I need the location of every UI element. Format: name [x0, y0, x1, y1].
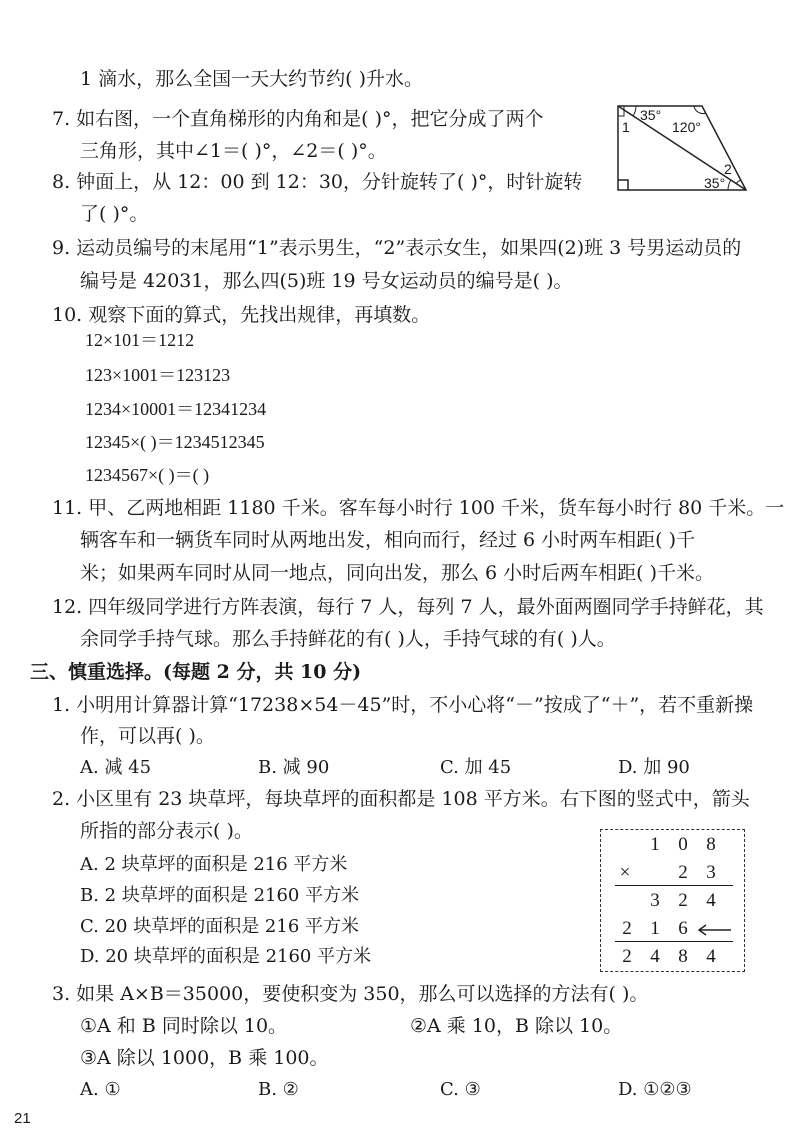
angle-bottom-label: 35° [704, 175, 726, 191]
angle-arc-bottom [728, 180, 731, 190]
rule-line-1 [615, 885, 733, 886]
s3-choice-b: B. ② [258, 1079, 299, 1100]
s3-option-1: ①A 和 B 同时除以 10。 [80, 1015, 288, 1037]
s2-option-c: C. 20 块草坪的面积是 216 平方米 [80, 916, 359, 937]
digit: 8 [706, 834, 716, 855]
q10-formula-4: 12345×( )＝1234512345 [85, 432, 265, 452]
digit: 2 [678, 862, 688, 883]
q10-formula-1: 12×101＝1212 [85, 330, 195, 350]
s2-line1: 2. 小区里有 23 块草坪，每块草坪的面积都是 108 平方米。右下图的竖式中，箭头 [52, 788, 750, 810]
digit: 3 [650, 890, 660, 911]
s3-choice-c: C. ③ [440, 1079, 481, 1100]
angle-arc-2 [736, 180, 741, 184]
right-trapezoid-figure [612, 100, 752, 200]
q10-title: 10. 观察下面的算式，先找出规律，再填数。 [52, 304, 431, 326]
q9-line1: 9. 运动员编号的末尾用“1”表示男生，“2”表示女生，如果四(2)班 3 号男运动员的 [52, 237, 742, 259]
digit: 2 [678, 890, 688, 911]
s1-option-d: D. 加 90 [618, 757, 690, 778]
q11-line1: 11. 甲、乙两地相距 1180 千米。客车每小时行 100 千米，货车每小时行 80 千米。一 [52, 497, 785, 519]
digit: 0 [678, 834, 688, 855]
digit: 1 [650, 918, 660, 939]
s3-option-3: ③A 除以 1000，B 乘 100。 [80, 1047, 329, 1069]
angle-top-label: 35° [640, 107, 662, 123]
arrow-icon [697, 924, 733, 936]
section-3-heading: 三、慎重选择。(每题 2 分，共 10 分) [30, 661, 362, 683]
angle-arc-top [633, 106, 636, 116]
q8-line1: 8. 钟面上，从 12：00 到 12：30，分针旋转了( )°，时针旋转 [52, 171, 583, 193]
angle-mid-label: 120° [672, 119, 701, 135]
angle-1-label: 1 [622, 119, 630, 135]
s1-line2: 作，可以再( )。 [80, 725, 215, 747]
q10-formula-5: 1234567×( )＝( ) [85, 465, 210, 485]
digit: 4 [650, 946, 660, 967]
q7-line2: 三角形，其中∠1＝( )°，∠2＝( )°。 [80, 140, 387, 162]
q6-continuation: 1 滴水，那么全国一天大约节约( )升水。 [80, 68, 423, 90]
multiply-sign: × [619, 862, 631, 883]
page-number: 21 [14, 1110, 31, 1127]
s3-line1: 3. 如果 A×B＝35000，要使积变为 350，那么可以选择的方法有( )。 [52, 983, 649, 1005]
s1-option-a: A. 减 45 [80, 757, 152, 778]
q12-line1: 12. 四年级同学进行方阵表演，每行 7 人，每列 7 人，最外面两圈同学手持鲜花，其 [52, 596, 764, 618]
q8-line2: 了( )°。 [80, 203, 149, 225]
angle-2-label: 2 [724, 161, 732, 177]
q10-formula-2: 123×1001＝123123 [85, 365, 231, 385]
digit: 2 [622, 918, 632, 939]
s2-line2: 所指的部分表示( )。 [80, 820, 253, 842]
s2-option-a: A. 2 块草坪的面积是 216 平方米 [80, 854, 348, 875]
s2-option-b: B. 2 块草坪的面积是 2160 平方米 [80, 885, 360, 906]
q9-line2: 编号是 42031，那么四(5)班 19 号女运动员的编号是( )。 [80, 270, 573, 292]
q7-line1: 7. 如右图，一个直角梯形的内角和是( )°，把它分成了两个 [52, 108, 544, 130]
vertical-multiplication [600, 829, 745, 972]
digit: 6 [678, 918, 688, 939]
s3-choice-a: A. ① [80, 1079, 121, 1100]
digit: 2 [622, 946, 632, 967]
digit: 4 [706, 946, 716, 967]
q10-formula-3: 1234×10001＝12341234 [85, 399, 267, 419]
s1-option-c: C. 加 45 [440, 757, 512, 778]
q11-line2: 辆客车和一辆货车同时从两地出发，相向而行，经过 6 小时两车相距( )千 [80, 529, 696, 551]
digit: 4 [706, 890, 716, 911]
digit: 1 [650, 834, 660, 855]
s3-choice-d: D. ①②③ [618, 1079, 692, 1100]
q11-line3: 米；如果两车同时从同一地点，同向出发，那么 6 小时后两车相距( )千米。 [80, 562, 715, 584]
s1-option-b: B. 减 90 [258, 757, 330, 778]
s1-line1: 1. 小明用计算器计算“17238×54－45”时，不小心将“－”按成了“＋”，若不重新操 [52, 694, 754, 716]
digit: 8 [678, 946, 688, 967]
s3-option-2: ②A 乘 10，B 除以 10。 [410, 1015, 623, 1037]
q12-line2: 余同学手持气球。那么手持鲜花的有( )人，手持气球的有( )人。 [80, 628, 616, 650]
right-angle-mark-bottom [618, 180, 628, 190]
rule-line-2 [615, 941, 733, 942]
digit: 3 [706, 862, 716, 883]
s2-option-d: D. 20 块草坪的面积是 2160 平方米 [80, 946, 372, 967]
